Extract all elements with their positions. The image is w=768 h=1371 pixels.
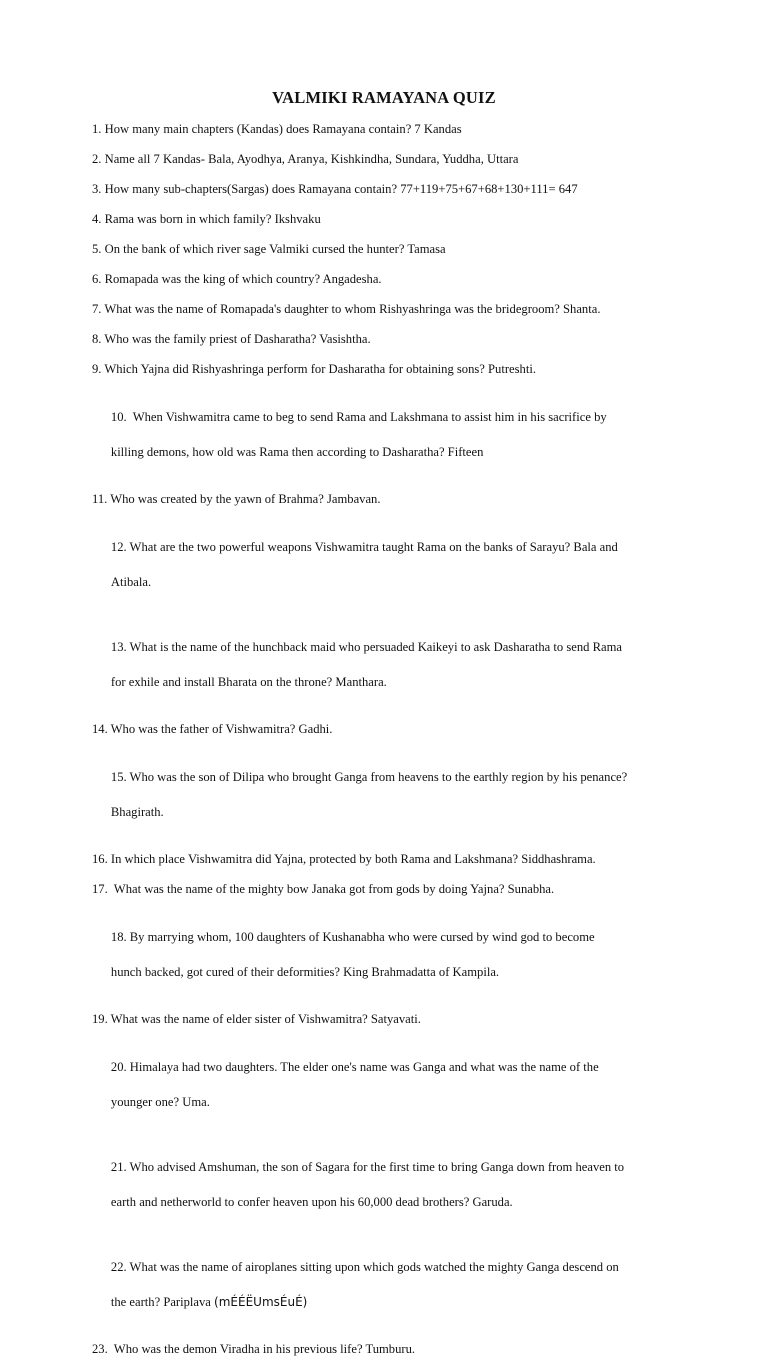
- question-5: 5. On the bank of which river sage Valmiki cursed the hunter? Tamasa: [92, 242, 446, 256]
- question-20-line-1: 20. Himalaya had two daughters. The elder one's name was Ganga and what was the name of the: [110, 1059, 599, 1074]
- question-22-line-1: 22. What was the name of airoplanes sitting upon which gods watched the mighty Ganga descend on: [110, 1259, 619, 1274]
- question-22-garbled-text: (mÉÉËUmsÉuÉ): [214, 1294, 308, 1309]
- question-17: 17. What was the name of the mighty bow Janaka got from gods by doing Yajna? Sunabha.: [92, 882, 555, 896]
- question-13-line-2: for exhile and install Bharata on the throne? Manthara.: [110, 674, 387, 689]
- question-18: [92, 911, 682, 999]
- document-title: VALMIKI RAMAYANA QUIZ: [272, 88, 496, 107]
- question-10-line-2: killing demons, how old was Rama then according to Dasharatha? Fifteen: [110, 444, 484, 459]
- question-10-line-1: 10. When Vishwamitra came to beg to send Rama and Lakshmana to assist him in his sacrifice by: [110, 409, 607, 424]
- question-10: [92, 391, 682, 479]
- question-19: 19. What was the name of elder sister of Vishwamitra? Satyavati.: [92, 1012, 421, 1026]
- question-20-line-2: younger one? Uma.: [110, 1094, 210, 1109]
- question-14: 14. Who was the father of Vishwamitra? Gadhi.: [92, 722, 333, 736]
- question-9: 9. Which Yajna did Rishyashringa perform for Dasharatha for obtaining sons? Putreshti.: [92, 362, 536, 376]
- question-4: 4. Rama was born in which family? Ikshvaku: [92, 212, 321, 226]
- question-12-line-2: Atibala.: [110, 574, 152, 589]
- question-7: 7. What was the name of Romapada's daughter to whom Rishyashringa was the bridegroom? Shanta.: [92, 302, 601, 316]
- question-6: 6. Romapada was the king of which country? Angadesha.: [92, 272, 382, 286]
- question-22-line-2: the earth? Pariplava: [110, 1294, 215, 1309]
- question-3: 3. How many sub-chapters(Sargas) does Ramayana contain? 77+119+75+67+68+130+111= 647: [92, 182, 578, 196]
- question-2: 2. Name all 7 Kandas- Bala, Ayodhya, Aranya, Kishkindha, Sundara, Yuddha, Uttara: [92, 152, 519, 166]
- question-13: [92, 621, 682, 709]
- question-21: [92, 1141, 682, 1229]
- question-15-line-1: 15. Who was the son of Dilipa who brought Ganga from heavens to the earthly region by his penance?: [110, 769, 628, 784]
- question-list: [92, 121, 682, 1371]
- question-16: 16. In which place Vishwamitra did Yajna, protected by both Rama and Lakshmana? Siddhashrama.: [92, 852, 596, 866]
- question-22: [92, 1241, 682, 1329]
- question-18-line-2: hunch backed, got cured of their deformities? King Brahmadatta of Kampila.: [110, 964, 500, 979]
- question-18-line-1: 18. By marrying whom, 100 daughters of Kushanabha who were cursed by wind god to become: [110, 929, 595, 944]
- question-8: 8. Who was the family priest of Dasharatha? Vasishtha.: [92, 332, 371, 346]
- question-13-line-1: 13. What is the name of the hunchback maid who persuaded Kaikeyi to ask Dasharatha to send Rama: [110, 639, 622, 654]
- question-11: 11. Who was created by the yawn of Brahma? Jambavan.: [92, 492, 381, 506]
- question-15-line-2: Bhagirath.: [110, 804, 164, 819]
- question-15: [92, 751, 682, 839]
- question-1: 1. How many main chapters (Kandas) does Ramayana contain? 7 Kandas: [92, 122, 462, 136]
- question-20: [92, 1041, 682, 1129]
- question-21-line-1: 21. Who advised Amshuman, the son of Sagara for the first time to bring Ganga down from heaven to: [110, 1159, 625, 1174]
- question-12: [92, 521, 682, 609]
- question-21-line-2: earth and netherworld to confer heaven upon his 60,000 dead brothers? Garuda.: [110, 1194, 513, 1209]
- question-12-line-1: 12. What are the two powerful weapons Vishwamitra taught Rama on the banks of Sarayu? Bala and: [110, 539, 618, 554]
- question-23: 23. Who was the demon Viradha in his previous life? Tumburu.: [92, 1342, 416, 1356]
